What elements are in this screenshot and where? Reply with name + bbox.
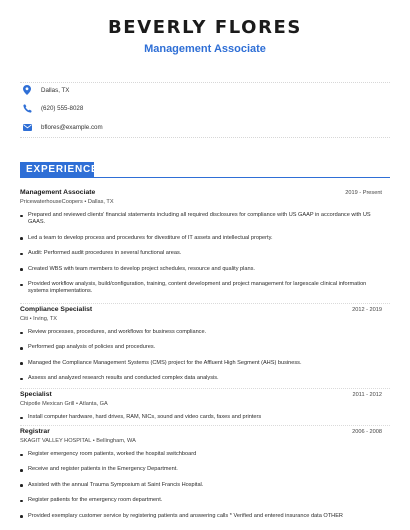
job-role: Specialist [20, 391, 52, 398]
contact-location [20, 81, 390, 100]
bullet-item: Assess and analyzed research results and conducted complex data analysis. [20, 375, 382, 382]
job-bullets [20, 212, 382, 296]
divider [20, 137, 390, 138]
contact-email [20, 118, 390, 137]
location-pin-icon [22, 85, 32, 95]
job-role: Registrar [20, 428, 50, 435]
bullet-item: Created WBS with team members to develop project schedules, resource and quality plans. [20, 266, 382, 273]
experience-section-header [20, 162, 390, 178]
job-company: SKAGIT VALLEY HOSPITAL • Bellingham, WA [20, 438, 136, 444]
bullet-item: Prepared and reviewed clients' financial statements including all required disclosures for compliance with US GAAP in accordance with US GAAS. [20, 212, 382, 227]
job-company: Chipotle Mexican Grill • Atlanta, GA [20, 401, 108, 407]
resume-header [0, 17, 410, 55]
phone-icon [22, 104, 32, 114]
candidate-name: BEVERLY FLORES [107, 17, 302, 38]
job-bullets [20, 451, 382, 520]
job-dates: 2012 - 2019 [352, 307, 382, 313]
job-bullets [20, 414, 382, 421]
contact-list [20, 82, 390, 138]
divider [20, 388, 390, 389]
contact-phone [20, 100, 390, 119]
bullet-item: Register emergency room patients, worked the hospital switchboard [20, 451, 382, 458]
bullet-item: Provided workflow analysis, build/configuration, training, content development and project management for largescale clinical information systems implementations. [20, 281, 382, 296]
job-entry [20, 428, 382, 520]
job-bullets [20, 329, 382, 383]
job-dates: 2011 - 2012 [352, 392, 382, 398]
bullet-item: Provided exemplary customer service by registering patients and answering calls * Verified and entered insurance data OTHER [20, 513, 382, 520]
bullet-item: Assisted with the annual Trauma Symposium at Saint Francis Hospital. [20, 482, 382, 489]
section-title: EXPERIENCE [20, 162, 94, 178]
job-entry [20, 391, 382, 421]
divider [20, 303, 390, 304]
contact-phone-text: (620) 555-8028 [41, 105, 84, 113]
job-dates: 2019 - Present [345, 190, 382, 196]
bullet-item: Audit: Performed audit procedures in several functional areas. [20, 250, 382, 257]
contact-email-text: bflores@example.com [41, 123, 103, 131]
contact-location-text: Dallas, TX [41, 86, 70, 94]
job-entry [20, 189, 382, 296]
bullet-item: Led a team to develop process and procedures for divestiture of IT assets and intellectual property. [20, 235, 382, 242]
job-company: PricewaterhouseCoopers • Dallas, TX [20, 199, 114, 205]
job-dates: 2006 - 2008 [352, 429, 382, 435]
bullet-item: Receive and register patients in the Emergency Department. [20, 466, 382, 473]
bullet-item: Register patients for the emergency room department. [20, 497, 382, 504]
bullet-item: Performed gap analysis of policies and procedures. [20, 344, 382, 351]
section-underline [94, 177, 390, 178]
job-company: Citi • Irving, TX [20, 316, 57, 322]
job-role: Compliance Specialist [20, 306, 93, 313]
job-role: Management Associate [20, 189, 96, 196]
divider [20, 425, 390, 426]
bullet-item: Managed the Compliance Management Systems (CMS) project for the Affluent High Segment (AHS) business. [20, 360, 382, 367]
bullet-item: Install computer hardware, hard drives, RAM, NICs, sound and video cards, faxes and printers [20, 414, 382, 421]
bullet-item: Review processes, procedures, and workflows for business compliance. [20, 329, 382, 336]
email-icon [22, 122, 32, 132]
candidate-title: Management Associate [144, 43, 266, 55]
job-entry [20, 306, 382, 383]
